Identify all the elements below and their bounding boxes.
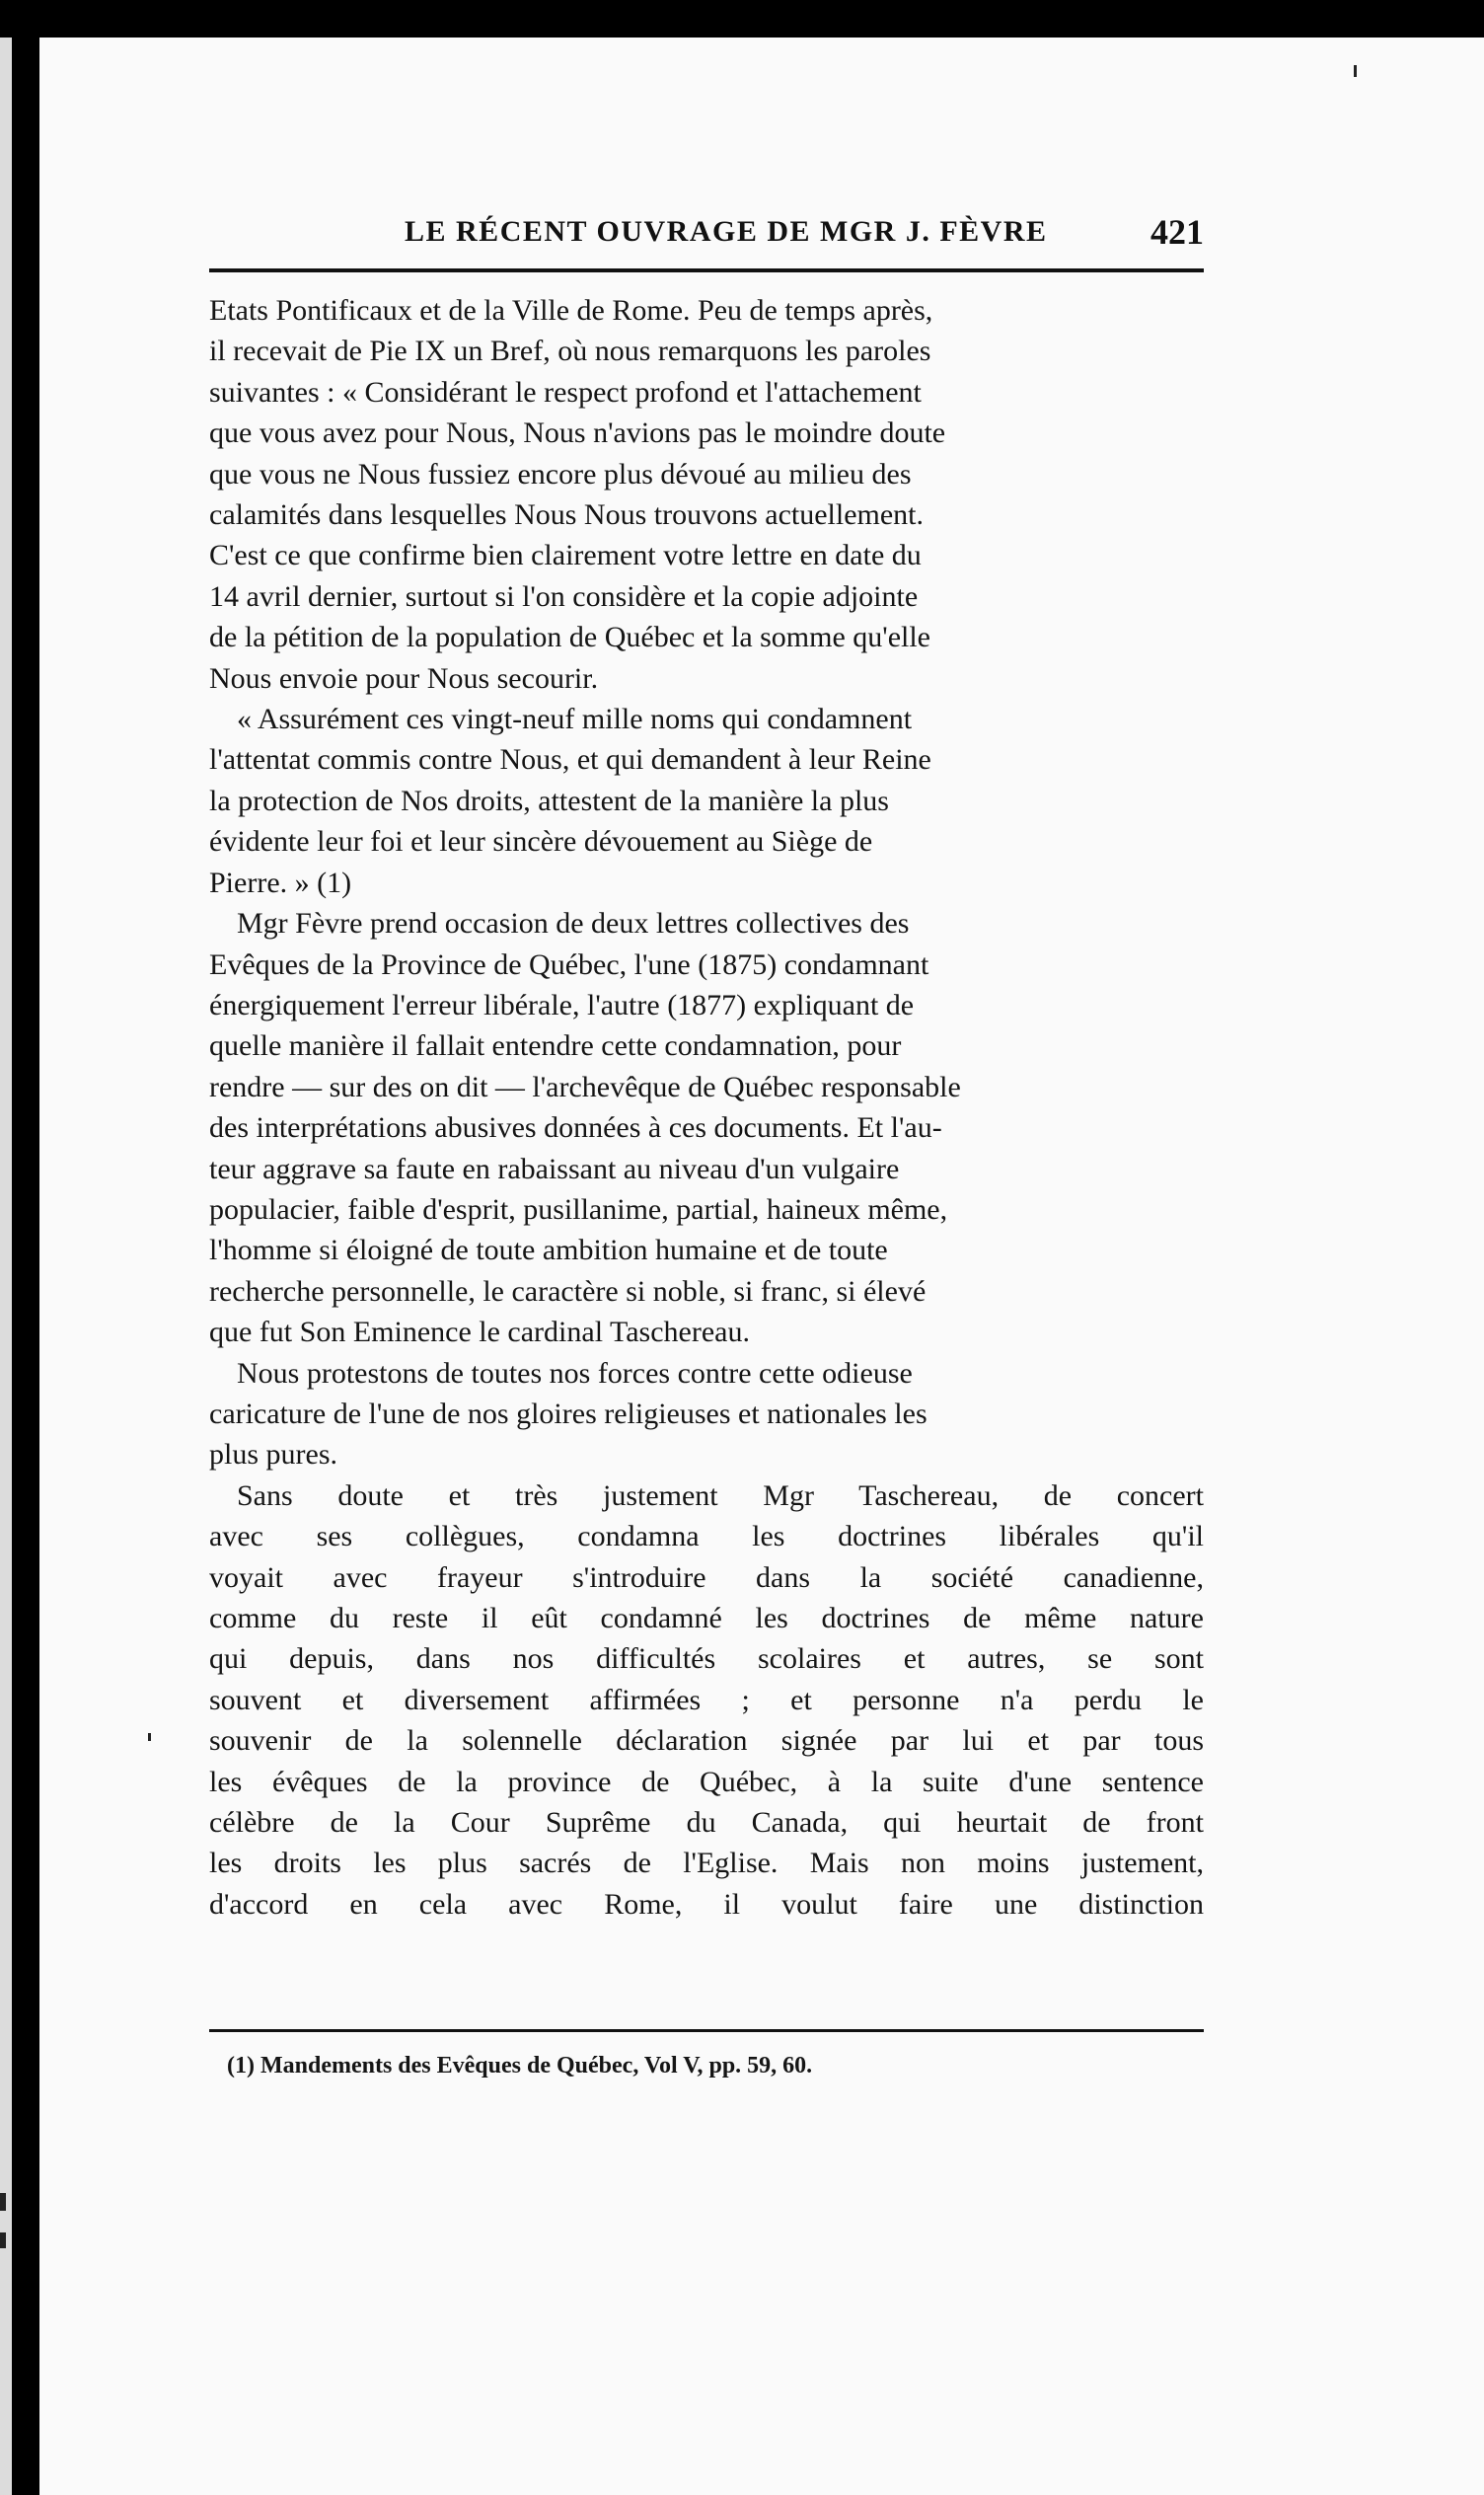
scan-speck	[148, 1733, 151, 1741]
paragraph-1: Etats Pontificaux et de la Ville de Rome. Peu de temps après, il recevait de Pie IX un Bref, où nous remarquons les paroles suivantes : « Considérant le respect profond et l'attachement que vous avez pour Nous, Nous n'avions pas le moindre doute que vous ne Nous fussiez encore plus dévoué au milieu des calamités dans lesquelles Nous Nous trouvons actuellement. C'est ce que confirme bien clairement votre lettre en date du 14 avril dernier, surtout si l'on considère et la copie adjointe de la pétition de la population de Québec et la somme qu'elle Nous envoie pour Nous secourir.	[209, 294, 946, 695]
scan-speck	[1354, 65, 1357, 77]
page-header	[207, 203, 1204, 263]
page-number: 421	[1150, 212, 1204, 252]
paragraph-3: Mgr Fèvre prend occasion de deux lettres collectives des Evêques de la Province de Québec, l'une (1875) condamnant énergiquement l'erreur libérale, l'autre (1877) expliquant de quelle manière il fallait entendre cette condamnation, pour rendre — sur des on dit — l'archevêque de Québec responsable des interprétations abusives données à ces documents. Et l'au- teur aggrave sa faute en rabaissant au niveau d'un vulgaire populacier, faible d'esprit, pusillanime, partial, haineux même, l'homme si éloigné de toute ambition humaine et de toute recherche personnelle, le caractère si noble, si franc, si élevé que fut Son Eminence le cardinal Taschereau.	[209, 907, 961, 1349]
footnote: (1) Mandements des Evêques de Québec, Vol V, pp. 59, 60.	[227, 2053, 813, 2079]
scan-speck	[0, 2193, 6, 2211]
running-title: LE RÉCENT OUVRAGE DE MGR J. FÈVRE	[405, 215, 1048, 248]
scan-speck	[0, 2232, 6, 2248]
header-rule	[209, 268, 1204, 272]
paragraph-2: « Assurément ces vingt-neuf mille noms qui condamnent l'attentat commis contre Nous, et qui demandent à leur Reine la protection de Nos droits, attestent de la manière la plus évidente leur foi et leur sincère dévouement au Siège de Pierre. » (1)	[209, 703, 931, 899]
body-text	[209, 290, 1204, 1925]
footnote-rule	[209, 2029, 1204, 2032]
paragraph-4: Nous protestons de toutes nos forces contre cette odieuse caricature de l'une de nos gloires religieuses et nationales les plus pures.	[209, 1356, 928, 1472]
paragraph-5: Sans doute et très justement Mgr Taschereau, de concert avec ses collègues, condamna les doctrines libérales qu'il voyait avec frayeur s'introduire dans la société canadienne, comme du reste il eût condamné les doctrines de même nature qui depuis, dans nos difficultés scolaires et autres, se sont souvent et diversement affirmées ; et personne n'a perdu le souvenir de la solennelle déclaration signée par lui et par tous les évêques de la province de Québec, à la suite d'une sentence célèbre de la Cour Suprême du Canada, qui heurtait de front les droits les plus sacrés de l'Eglise. Mais non moins justement, d'accord en cela avec Rome, il voulut faire une distinction	[209, 1478, 1204, 1921]
page-edge	[0, 38, 12, 2495]
